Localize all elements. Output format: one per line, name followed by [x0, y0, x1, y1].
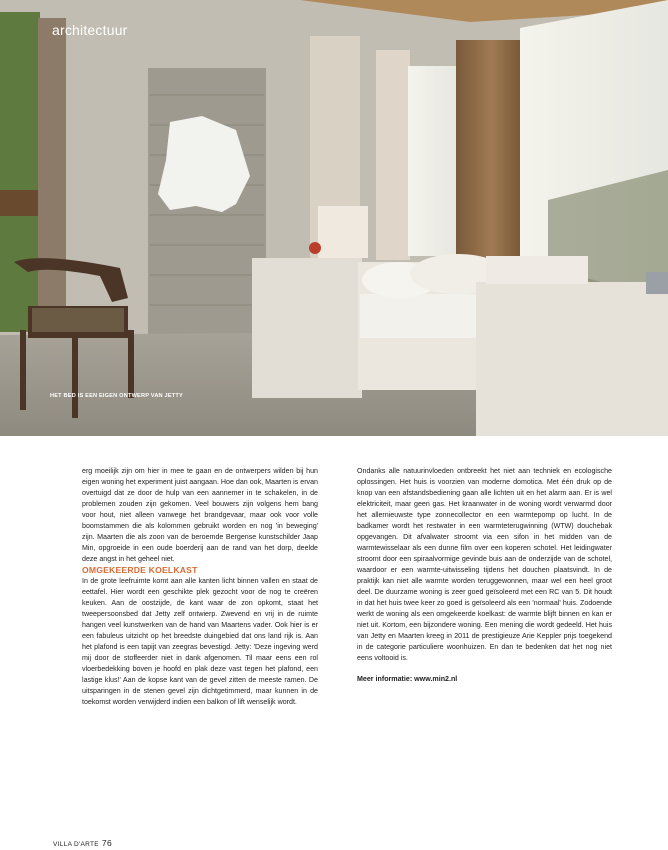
section-label: architectuur [52, 22, 128, 38]
page-number: 76 [101, 838, 112, 848]
page-footer [53, 838, 112, 848]
paragraph: erg moeilijk zijn om hier in mee te gaan en de ontwerpers wilden bij hun eigen woning het experiment juist aangaan. Hoe dan ook, Maarten is ervan overtuigd dat ze door de hulp van een aannemer in te schakelen, in de problemen zouden zijn gekomen. Veel bouwers zijn volgens hem bang voor hout, niet alleen vanwege het brandgevaar, maar ook voor volle boomstammen die als kolommen gebruikt worden en nog 'in beweging' zijn. Maarten die als zoon van de beroemde Bergense kunstschilder Jaap Min, opgroeide in een oude boerderij aan de rand van het dorp, deelde deze angst in het geheel niet. [82, 467, 318, 563]
more-info-link[interactable]: Meer informatie: www.min2.nl [357, 675, 458, 683]
paragraph: Ondanks alle natuurinvloeden ontbreekt het niet aan techniek en ecologische oplossingen. Het huis is voorzien van moderne domotica. Met één druk op de knop van een afstandsbediening gaan alle lichten uit en het alarm aan. Er is wel elektriciteit, maar geen gas. Het kraanwater in de woning wordt verwarmd door het allernieuwste type zonnecollector en een warmtepomp op lucht. In de badkamer wordt het restwater in een warmteterugwinning (WTW) douchebak opgevangen. Dit afvalwater stroomt via een sifon in het midden van de warmtewisselaar als een dunne film over een koperen schotel. Het leidingwater stroomt door een spiraalvormige gevinde buis aan de onderzijde van de schotel, waardoor er een warmte-uitwisseling tijdens het douchen plaatsvindt. In de praktijk kan niet alle warmte worden teruggewonnen, maar wel een heel groot deel. De duurzame woning is zeer goed geïsoleerd met een RC van 5. Dit houdt in dat het huis twee keer zo goed is geïsoleerd als een 'normaal' huis. Zodoende werkt de woning als een omgekeerde koelkast: de warmte blijft binnen en kan er niet uit. Kortom, een bijzondere woning. Een mening die wordt gedeeld. Het huis van Jetty en Maarten kreeg in 2011 de prestigieuze Arie Keppler prijs toegekend in de categorie particuliere woonhuizen. En dan te bedenken dat het nog niet eens voltooid is. [357, 467, 612, 662]
article-column-left [82, 466, 318, 708]
section-heading: OMGEKEERDE KOELKAST [82, 565, 198, 575]
paragraph: In de grote leefruimte komt aan alle kanten licht binnen vallen en staat de eettafel. Hier wordt een geschikte plek gezocht voor de nog te creëren keuken. Aan de oostzijde, de kant waar de zon opkomt, staat het tweepersoonsbed dat Jetty zelf ontwierp. Zwevend en vrij in de ruimte hangen veel kunstwerken van de hand van Maartens vader. Ook hier is er een fabuleus uitzicht op het breedste duingebied dat ons land rijk is. Aan het plafond is een tapijt van zeegras bevestigd. Jetty: 'Deze ingeving werd mij door de stoffeerder niet in dank afgenomen. Til maar eens een rol vloerbedekking boven je hoofd en plak deze vast tegen het plafond, een lastige klus!' Aan de kopse kant van de gevel zitten de meeste ramen. De uitsparingen in de stenen gevel zijn dichtgetimmerd, maar kunnen in de toekomst worden verwijderd indien een balkon of lift wenselijk wordt. [82, 577, 318, 706]
article-column-right [357, 466, 612, 685]
magazine-name: VILLA D'ARTE [53, 841, 99, 848]
photo-caption: HET BED IS EEN EIGEN ONTWERP VAN JETTY [50, 393, 183, 399]
